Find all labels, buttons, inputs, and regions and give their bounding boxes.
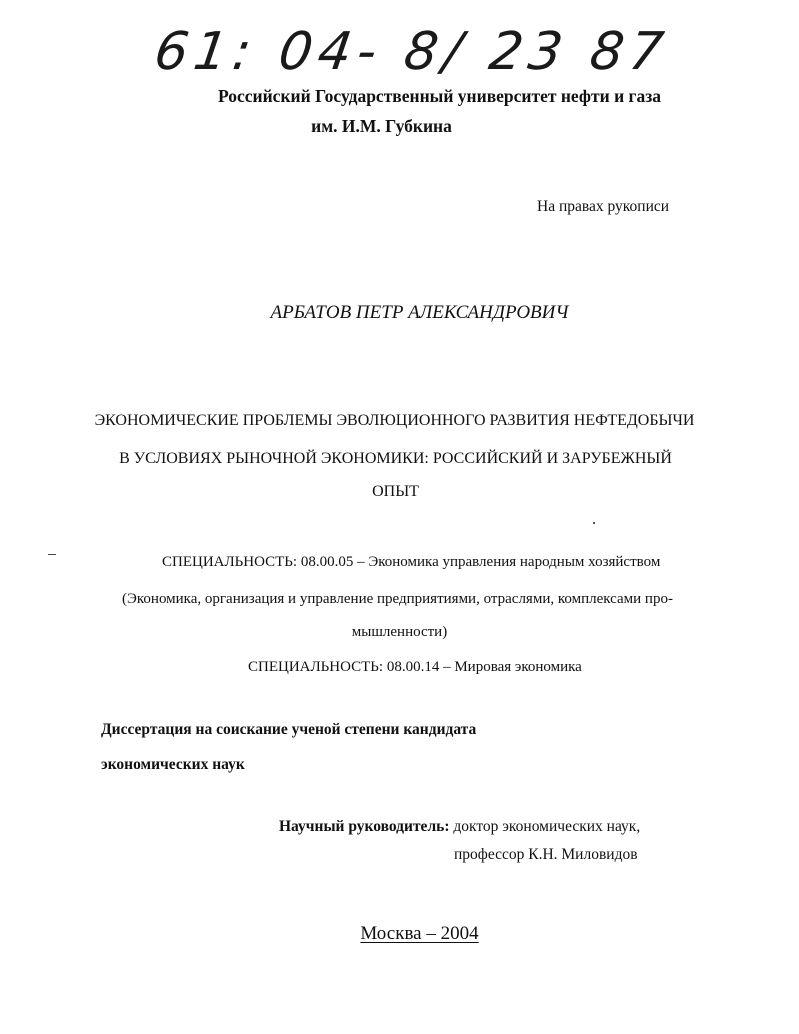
dissertation-degree-line-1: Диссертация на соискание ученой степени кандидата <box>101 721 477 738</box>
dissertation-degree-line-2: экономических наук <box>101 756 245 773</box>
university-name: Российский Государственный университет нефти и газа <box>217 86 662 106</box>
handwritten-archive-number: 61: 04- 8/ 23 87 <box>150 22 673 82</box>
city-year-footer <box>20 923 799 945</box>
thesis-title-line-1: ЭКОНОМИЧЕСКИЕ ПРОБЛЕМЫ ЭВОЛЮЦИОННОГО РАЗВИТИЯ НЕФТЕДОБЫЧИ <box>94 412 695 429</box>
manuscript-rights-note: На правах рукописи <box>537 198 670 215</box>
city-year-text: Москва – 2004 <box>360 923 479 944</box>
scan-speck <box>593 522 595 524</box>
thesis-title-line-3: ОПЫТ <box>372 483 419 500</box>
specialty-line-3: мышленности) <box>351 624 448 640</box>
thesis-title-line-2: В УСЛОВИЯХ РЫНОЧНОЙ ЭКОНОМИКИ: РОССИЙСКИЙ И ЗАРУБЕЖНЫЙ <box>119 450 672 467</box>
supervisor-line-2: профессор К.Н. Миловидов <box>454 846 638 863</box>
university-dedication: им. И.М. Губкина <box>311 116 452 136</box>
specialty-line-1: СПЕЦИАЛЬНОСТЬ: 08.00.05 – Экономика управления народным хозяйством <box>162 554 661 570</box>
supervisor-degree: доктор экономических наук, <box>449 818 641 835</box>
author-name: АРБАТОВ ПЕТР АЛЕКСАНДРОВИЧ <box>270 302 569 323</box>
scan-margin-mark <box>48 554 56 555</box>
specialty-line-2: (Экономика, организация и управление предприятиями, отраслями, комплексами про- <box>122 591 673 607</box>
specialty-line-4: СПЕЦИАЛЬНОСТЬ: 08.00.14 – Мировая экономика <box>248 659 582 675</box>
supervisor-line-1 <box>279 818 640 836</box>
supervisor-label: Научный руководитель: <box>279 818 450 835</box>
